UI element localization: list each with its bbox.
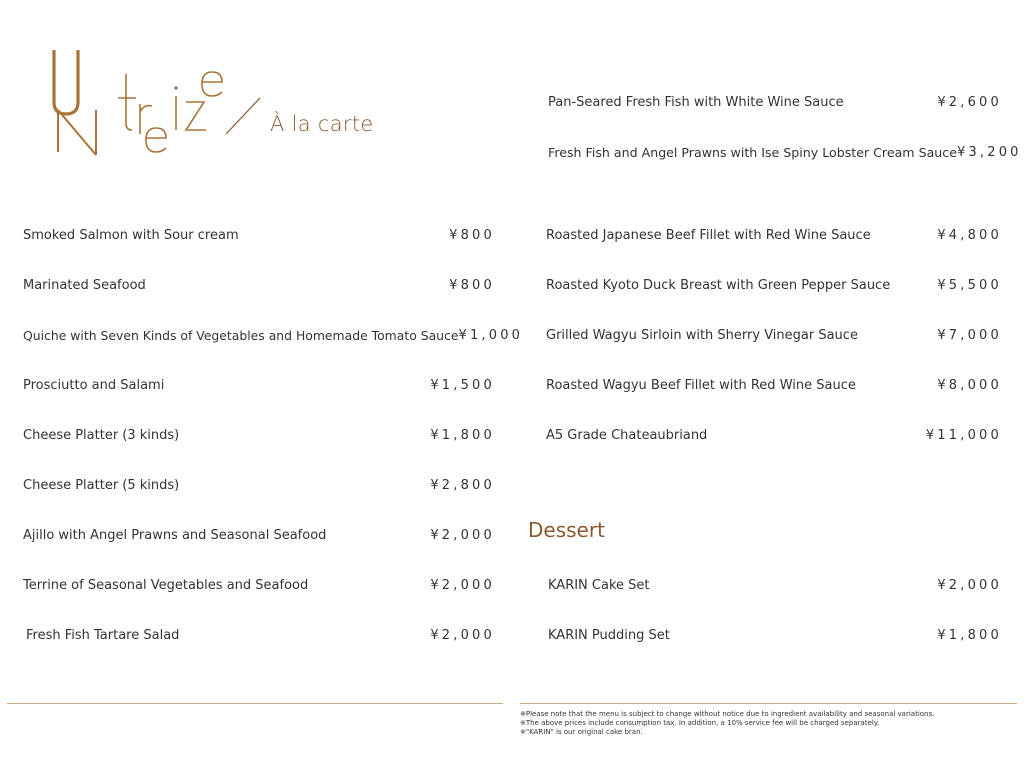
menu-item <box>23 574 495 596</box>
menu-item <box>23 274 495 296</box>
menu-item-price: ¥2,800 <box>430 477 495 493</box>
menu-item <box>23 624 495 646</box>
menu-item-price: ¥1,800 <box>937 627 1002 643</box>
menu-item-price: ¥3,200 <box>956 144 1022 160</box>
menu-item <box>546 91 1002 113</box>
menu-item-name: Terrine of Seasonal Vegetables and Seafood <box>23 577 309 593</box>
menu-item <box>23 324 524 346</box>
menu-item <box>23 524 495 546</box>
menu-item-price: ¥8,000 <box>937 377 1002 393</box>
menu-item-name: KARIN Pudding Set <box>548 627 670 643</box>
footer-notes <box>520 710 934 737</box>
menu-item-price: ¥800 <box>449 227 495 243</box>
menu-item <box>546 324 1002 346</box>
menu-item <box>23 424 495 446</box>
footer-note: ※Please note that the menu is subject to change without notice due to ingredient availability and seasonal variations. <box>520 710 935 718</box>
menu-item-name: Roasted Japanese Beef Fillet with Red Wine Sauce <box>546 227 871 243</box>
menu-item-name: Roasted Wagyu Beef Fillet with Red Wine Sauce <box>546 377 856 393</box>
menu-item-price: ¥5,500 <box>937 277 1002 293</box>
menu-item <box>546 374 1002 396</box>
menu-item-name: Prosciutto and Salami <box>23 377 165 393</box>
menu-item-price: ¥2,000 <box>430 577 495 593</box>
menu-item <box>546 424 1002 446</box>
footer-note: ※The above prices include consumption tax. In addition, a 10% service fee will be charged separately. <box>520 719 880 727</box>
menu-item-name: Roasted Kyoto Duck Breast with Green Pepper Sauce <box>546 277 891 293</box>
section-title-dessert: Dessert <box>528 518 605 542</box>
menu-item-price: ¥2,000 <box>430 527 495 543</box>
menu-item-price: ¥11,000 <box>925 427 1002 443</box>
menu-item <box>546 574 1002 596</box>
menu-item-name: Fresh Fish and Angel Prawns with Ise Spiny Lobster Cream Sauce <box>548 144 957 160</box>
menu-item-name: Marinated Seafood <box>23 277 146 293</box>
menu-item-name: KARIN Cake Set <box>548 577 650 593</box>
menu-item-price: ¥800 <box>449 277 495 293</box>
menu-item <box>23 374 495 396</box>
menu-item-price: ¥2,000 <box>937 577 1002 593</box>
divider-right <box>520 703 1017 704</box>
footer-note: ※"KARIN" is our original cake bran. <box>520 728 643 736</box>
menu-item <box>23 224 495 246</box>
menu-item-name: Quiche with Seven Kinds of Vegetables and Homemade Tomato Sauce <box>23 327 459 343</box>
divider-left <box>7 703 503 704</box>
menu-item <box>546 274 1002 296</box>
menu-item-name: Cheese Platter (3 kinds) <box>23 427 180 443</box>
menu-item-price: ¥7,000 <box>937 327 1002 343</box>
menu-item-name: Pan-Seared Fresh Fish with White Wine Sauce <box>548 94 844 110</box>
menu-item <box>546 624 1002 646</box>
menu-item-price: ¥1,500 <box>430 377 495 393</box>
menu-item-name: Ajillo with Angel Prawns and Seasonal Seafood <box>23 527 327 543</box>
menu-item-name: Grilled Wagyu Sirloin with Sherry Vinegar Sauce <box>546 327 858 343</box>
menu-item-name: A5 Grade Chateaubriand <box>546 427 708 443</box>
menu-item-price: ¥2,600 <box>937 94 1002 110</box>
menu-item-price: ¥1,800 <box>430 427 495 443</box>
menu-item-name: Cheese Platter (5 kinds) <box>23 477 180 493</box>
page-subtitle: À la carte <box>270 112 374 136</box>
logo <box>40 40 370 170</box>
menu-item-price: ¥4,800 <box>937 227 1002 243</box>
menu-item-price: ¥1,000 <box>458 327 524 343</box>
menu-item <box>546 224 1002 246</box>
menu-item-name: Smoked Salmon with Sour cream <box>23 227 239 243</box>
menu-item-name: Fresh Fish Tartare Salad <box>26 627 180 643</box>
menu-item <box>546 141 1022 163</box>
logo-mark <box>40 40 370 170</box>
menu-item-price: ¥2,000 <box>430 627 495 643</box>
menu-item <box>23 474 495 496</box>
